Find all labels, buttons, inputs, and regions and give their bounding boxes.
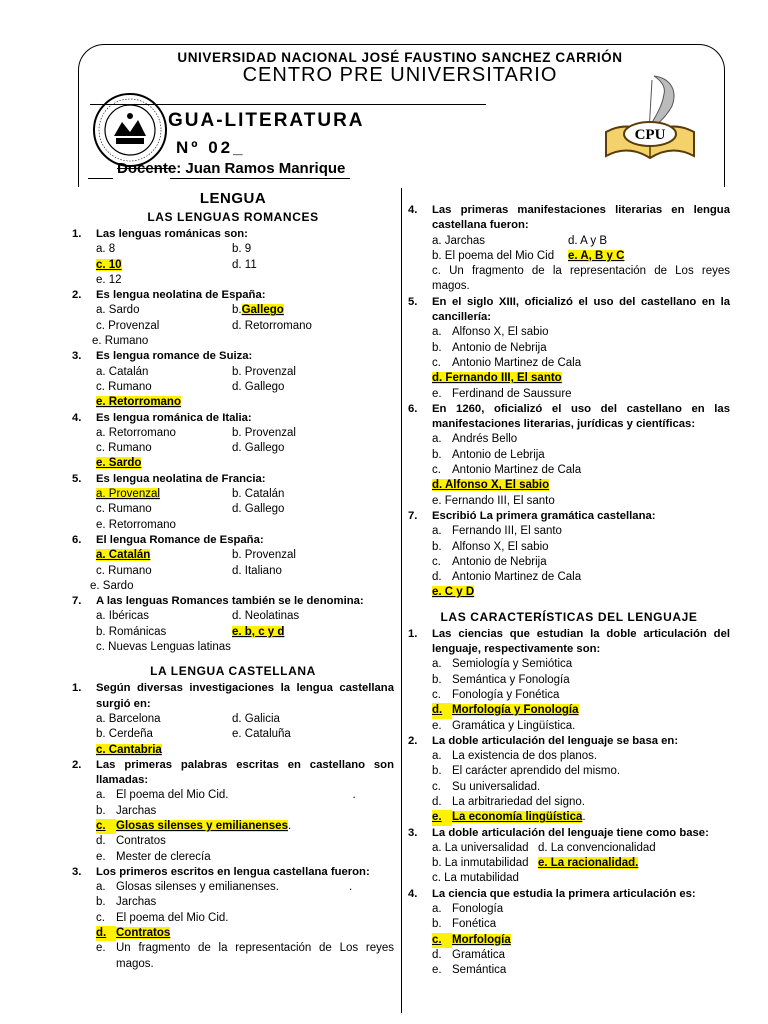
answer-highlight: a. Provenzal: [96, 488, 160, 501]
answer-highlight: e. Retorromano: [96, 396, 181, 409]
list-item: b. Semántica y Fonología: [432, 673, 570, 686]
question: 2. Las primeras palabras escritas en castellano son llamadas:: [72, 758, 394, 787]
answer-highlight: a. Catalán: [96, 549, 151, 562]
option-row: a. Jarchas d. A y B: [432, 234, 607, 247]
option-row: c. Rumano d. Italiano: [96, 564, 282, 577]
teacher-label: Docente: [117, 160, 177, 177]
question: 2. Es lengua neolatina de España:: [72, 289, 266, 302]
answer-highlight: d. Fernando III, El santo: [432, 372, 562, 385]
question: 6. En 1260, oficializó el uso del castellano en las manifestaciones literarias, jurídicas y científicas:: [408, 402, 730, 431]
answer-highlight: e. Sardo: [96, 457, 142, 470]
divider: [88, 178, 113, 179]
answer-highlight: La economía lingüística: [452, 811, 583, 824]
university-name: UNIVERSIDAD NACIONAL JOSÉ FAUSTINO SANCHEZ CARRIÓN: [177, 50, 623, 65]
right-column: [408, 203, 730, 979]
option-row: e. Sardo: [90, 579, 134, 592]
list-item: e. Semántica: [432, 964, 507, 977]
list-item: c. El poema del Mio Cid.: [96, 911, 229, 924]
question: 2. La doble articulación del lenguaje se basa en:: [408, 734, 679, 747]
section-title: LENGUA: [199, 190, 267, 207]
cpu-logo-text: CPU: [634, 127, 666, 143]
question: 3. Los primeros escritos en lengua castellana fueron:: [72, 865, 370, 878]
teacher-line: [117, 160, 345, 177]
column-divider: [401, 188, 402, 1013]
answer-highlight: e. b, c y d: [232, 625, 285, 638]
list-item: c. Antonio Martinez de Cala: [432, 356, 582, 369]
option-row: b. Románicas e. b, c y d: [96, 625, 285, 638]
list-item: e. Mester de clerecía: [96, 850, 211, 863]
option-row: a. La universalidad d. La convencionalidad: [432, 841, 656, 854]
answer-highlight: e. A, B y C: [568, 249, 625, 262]
section-subtitle: LAS LENGUAS ROMANCES: [147, 210, 319, 224]
list-item: b. Fonética: [432, 918, 497, 931]
list-item: e. Ferdinand de Saussure: [432, 387, 572, 400]
option-row: b. Cerdeña e. Cataluña: [96, 728, 291, 741]
question: 4. La ciencia que estudia la primera articulación es:: [408, 887, 696, 900]
list-item: d. Morfología y Fonología: [408, 703, 730, 718]
course-title: GUA-LITERATURA: [168, 110, 365, 131]
teacher-name: : Juan Ramos Manrique: [176, 160, 346, 177]
list-item: e. Un fragmento de la representación de Los reyes magos.: [96, 942, 394, 970]
question: 4. Las primeras manifestaciones literarias en lengua castellana fueron:: [408, 204, 730, 232]
list-item: d. Antonio Martinez de Cala: [432, 571, 582, 584]
question: 4. Es lengua románica de Italia:: [72, 411, 252, 424]
option-row: b. El poema del Mio Cid e. A, B y C: [432, 249, 625, 262]
option-row: a. Retorromano b. Provenzal: [96, 426, 296, 439]
list-item: b. Jarchas: [96, 896, 157, 909]
divider: [170, 178, 350, 179]
question: 7. Escribió La primera gramática castellana:: [408, 509, 656, 522]
list-item: d. Gramática: [432, 948, 506, 961]
option-row: c. Provenzal d. Retorromano: [96, 319, 312, 332]
list-item: d. La arbitrariedad del signo.: [432, 795, 585, 808]
list-item: b. Alfonso X, El sabio: [432, 540, 549, 553]
list-item: b. Jarchas: [96, 804, 157, 817]
list-item: e. Gramática y Lingüística.: [432, 719, 576, 732]
list-item: d. Contratos: [72, 926, 394, 941]
list-item: e. La economía lingüística.: [408, 810, 730, 825]
option-row: a. Barcelona d. Galicia: [96, 712, 280, 725]
answer-highlight: d. Alfonso X, El sabio: [432, 479, 550, 492]
option-row: a. Catalán b. Provenzal: [96, 365, 296, 378]
answer-highlight: Contratos: [116, 927, 171, 940]
question: 1. Las ciencias que estudian la doble articulación del lenguaje, respectivamente son:: [408, 627, 730, 656]
divider: [90, 104, 486, 105]
option-row: c. Rumano d. Gallego: [96, 503, 285, 516]
section-subtitle: LA LENGUA CASTELLANA: [150, 664, 316, 679]
question: 6. El lengua Romance de España:: [72, 533, 264, 546]
question: 1. Las lenguas románicas son:: [72, 228, 248, 240]
list-item: a. Fonología: [432, 903, 504, 916]
list-item: a. Fernando III, El santo: [432, 525, 562, 538]
list-item: a. La existencia de dos planos.: [432, 750, 598, 763]
list-item: b. El carácter aprendido del mismo.: [432, 765, 621, 778]
list-item: d. Contratos: [96, 835, 166, 848]
list-item: b. Antonio de Lebrija: [432, 448, 545, 461]
option-row: b. La inmutabilidad e. La racionalidad.: [432, 857, 639, 870]
answer-highlight: Gallego: [241, 304, 284, 317]
option-row: c. Nuevas Lenguas latinas: [96, 641, 231, 654]
question: 1. Según diversas investigaciones la lengua castellana surgió en:: [72, 682, 394, 710]
option-row: a. Ibéricas d. Neolatinas: [96, 610, 300, 623]
list-item: c. Su universalidad.: [432, 780, 541, 793]
cpu-logo-icon: [600, 72, 700, 164]
list-item: a. El poema del Mio Cid. .: [96, 789, 356, 802]
answer-highlight: e. La racionalidad.: [538, 857, 639, 870]
option-row: e. Retorromano: [96, 518, 176, 531]
answer-highlight: c. 10: [96, 258, 122, 271]
option-row: e. Rumano: [92, 335, 149, 348]
answer-highlight: Morfología: [452, 933, 511, 946]
list-item: c. Morfología: [408, 933, 730, 948]
left-column: [72, 190, 394, 972]
guide-number: Nº 02_: [176, 138, 246, 157]
list-item: a. Andrés Bello: [432, 433, 518, 446]
option-row: a. 8 b. 9: [96, 243, 252, 256]
list-item: c. Glosas silenses y emilianenses.: [72, 819, 394, 834]
option-row: a. Sardo b.Gallego: [96, 304, 284, 317]
list-item: c. Antonio Martinez de Cala: [432, 464, 582, 477]
list-item: c. Fonología y Fonética: [432, 688, 560, 701]
list-item: c. Un fragmento de la representación de Los reyes magos.: [432, 265, 730, 293]
section-subtitle: LAS CARACTERÍSTICAS DEL LENGUAJE: [440, 609, 698, 624]
list-item: b. Antonio de Nebrija: [432, 341, 547, 354]
answer-highlight: e. C y D: [432, 586, 475, 599]
option-row: e. Fernando III, El santo: [432, 494, 555, 507]
list-item: a. Semiología y Semiótica: [432, 658, 573, 671]
list-item: c. Antonio de Nebrija: [432, 555, 547, 568]
question: 3. Es lengua romance de Suiza:: [72, 350, 253, 363]
answer-highlight: Morfología y Fonología: [452, 704, 579, 717]
center-name: CENTRO PRE UNIVERSITARIO: [242, 64, 558, 86]
question: 3. La doble articulación del lenguaje tiene como base:: [408, 826, 709, 839]
option-row: a. Provenzal b. Catalán: [96, 488, 285, 501]
question: 7. A las lenguas Romances también se le denomina:: [72, 595, 364, 608]
option-row: e. 12: [96, 273, 122, 286]
option-row: c. Rumano d. Gallego: [96, 380, 285, 393]
list-item: a. Alfonso X, El sabio: [432, 326, 549, 339]
option-row: a. Catalán b. Provenzal: [96, 549, 296, 562]
option-row: c. La mutabilidad: [432, 872, 519, 885]
answer-highlight: c. Cantabria: [96, 743, 162, 756]
option-row: c. 10 d. 11: [96, 258, 257, 271]
question: 5. En el siglo XIII, oficializó el uso del castellano en la cancillería:: [408, 295, 730, 324]
option-row: c. Rumano d. Gallego: [96, 442, 285, 455]
answer-highlight: Glosas silenses y emilianenses: [116, 819, 288, 832]
list-item: a. Glosas silenses y emilianenses. .: [96, 881, 353, 894]
question: 5. Es lengua neolatina de Francia:: [72, 472, 266, 485]
